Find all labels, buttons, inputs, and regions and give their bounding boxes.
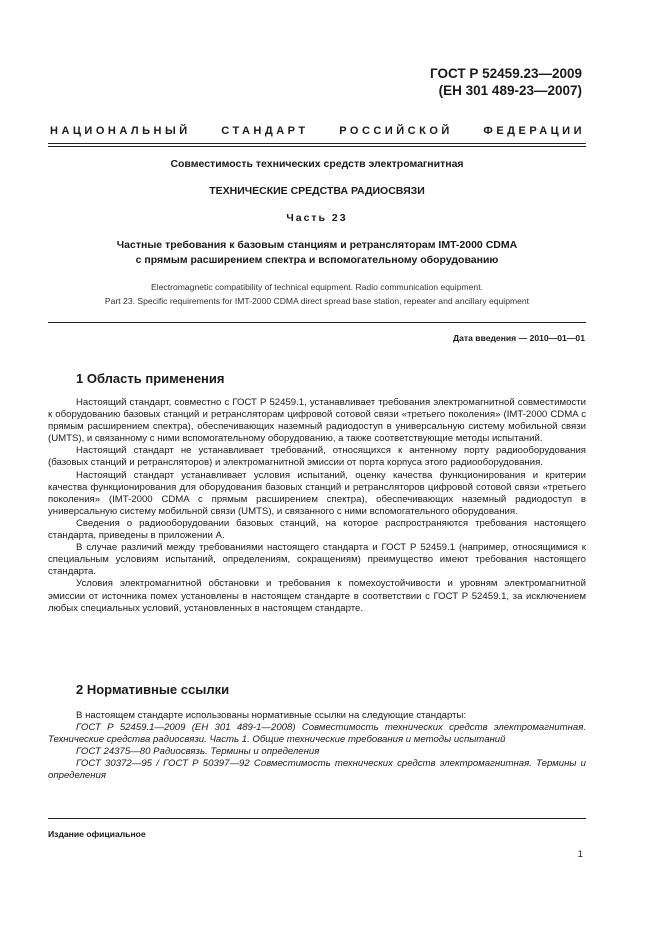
english-title-line1: Electromagnetic compatibility of technical equipment. Radio communication equipment.: [151, 282, 483, 292]
date-rule: [48, 322, 586, 323]
section-2-intro: В настоящем стандарте использованы нормативные ссылки на следующие стандарты:: [76, 710, 467, 721]
section-2-body: [48, 710, 586, 783]
title-specific: [48, 238, 586, 268]
national-standard-banner: НАЦИОНАЛЬНЫЙ СТАНДАРТ РОССИЙСКОЙ ФЕДЕРАЦИИ: [50, 125, 585, 137]
title-specific-line2: с прямым расширением спектра и вспомогательному оборудованию: [135, 254, 499, 266]
section-2-heading: 2 Нормативные ссылки: [76, 682, 230, 697]
section-1-body: [48, 397, 586, 615]
section-1-paragraph: В случае различий между требованиями настоящего стандарта и ГОСТ Р 52459.1 (например, относящимися к специальным условиям испытаний, определениям, сокращениям) преимущество имеют требования настоящего стандарта.: [48, 542, 586, 578]
normative-reference: ГОСТ 30372—95 / ГОСТ Р 50397—92 Совместимость технических средств электромагнитная. Термины и определения: [48, 758, 586, 782]
introduction-date: Дата введения — 2010—01—01: [452, 333, 585, 343]
title-equipment: ТЕХНИЧЕСКИЕ СРЕДСТВА РАДИОСВЯЗИ: [209, 185, 425, 197]
title-specific-line1: Частные требования к базовым станциям и ретрансляторам IMT-2000 CDMA: [116, 239, 518, 251]
normative-reference: ГОСТ Р 52459.1—2009 (ЕН 301 489-1—2008) Совместимость технических средств электромагнитная. Технические средства радиосвязи. Часть 1. Общие технические требования и методы испытаний: [48, 722, 586, 746]
english-title: [48, 280, 586, 308]
title-compatibility: Совместимость технических средств электромагнитная: [170, 158, 464, 170]
footer-rule: [48, 818, 586, 819]
en-number: (ЕН 301 489-23—2007): [438, 83, 582, 98]
section-1-paragraph: Настоящий стандарт устанавливает условия испытаний, оценку качества функционирования и критерии качества функционирования для оборудования базовых станций и ретрансляторов цифровой сотовой связи «третьего поколения» (IMT-2000 CDMA с прямым расширением спектра), обеспечивающих наземный радиодоступ в универсальную систему мобильной связи (UMTS), и связанного с ними вспомогательного оборудования.: [48, 469, 586, 517]
official-edition-note: Издание официальное: [48, 829, 146, 839]
section-1-heading: 1 Область применения: [76, 371, 225, 386]
section-1-paragraph: Настоящий стандарт не устанавливает требований, относящихся к антенному порту радиооборудования (базовых станций и ретрансляторов) и электромагнитной эмиссии от порта корпуса этого радиооборудования.: [48, 445, 586, 469]
english-title-line2: Part 23. Specific requirements for IMT-2000 CDMA direct spread base station, repeater and ancillary equipment: [104, 296, 530, 306]
header-rule-bottom: [48, 146, 586, 147]
title-part: Часть 23: [286, 212, 348, 224]
header-rule-top: [48, 143, 586, 144]
page-number: 1: [577, 849, 583, 860]
normative-reference: ГОСТ 24375—80 Радиосвязь. Термины и определения: [76, 746, 320, 758]
section-1-paragraph: Условия электромагнитной обстановки и требования к помехоустойчивости и уровням электромагнитной эмиссии от источника помех установлены в настоящем стандарте в соответствии с ГОСТ Р 52459.1, за исключением любых специальных условий, установленных в настоящем стандарте.: [48, 578, 586, 614]
section-1-paragraph: Настоящий стандарт, совместно с ГОСТ Р 52459.1, устанавливает требования электромагнитной совместимости к оборудованию базовых станций и ретрансляторам цифровой сотовой связи «третьего поколения» (IMT-2000 CDMA с прямым расширением спектра), обеспечивающих наземный радиодоступ в универсальную систему мобильной связи (UMTS), и связанному с ними вспомогательному оборудованию, а также соответствующие методы испытаний.: [48, 397, 586, 445]
gost-number: ГОСТ Р 52459.23—2009: [430, 66, 582, 81]
section-1-paragraph: Сведения о радиооборудовании базовых станций, на которое распространяются требования настоящего стандарта, приведены в приложении А.: [48, 517, 586, 542]
document-designation: [430, 65, 582, 99]
